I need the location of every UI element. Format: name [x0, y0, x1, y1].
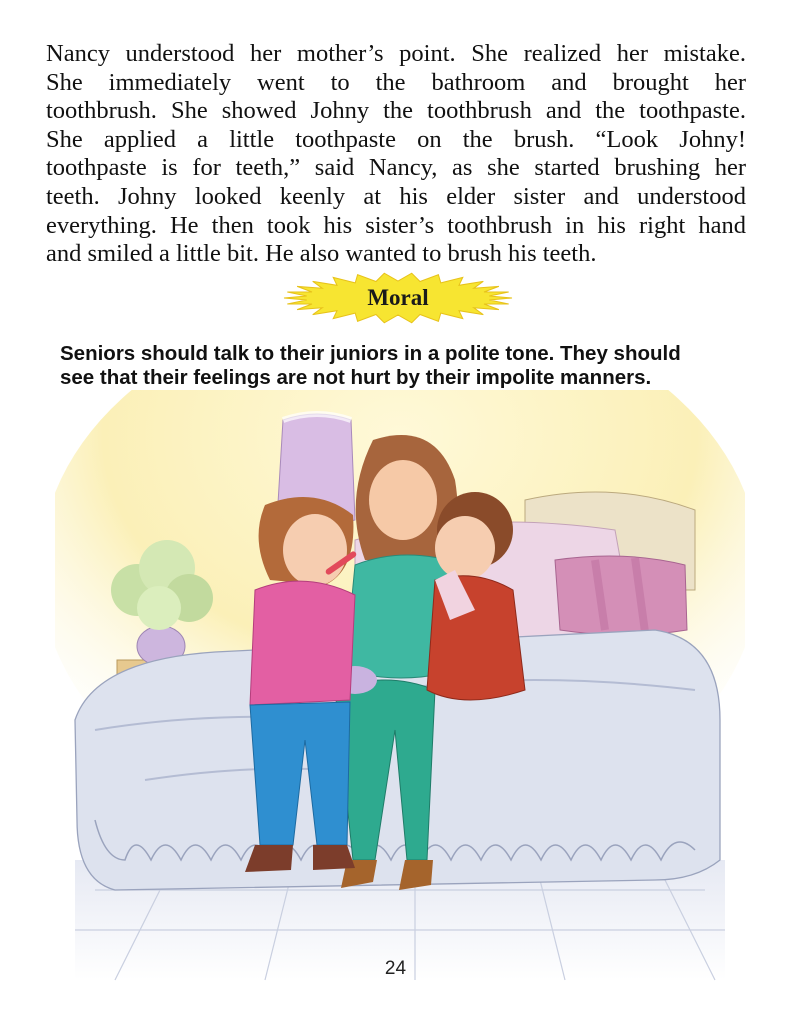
story-line: and smiled a little bit. He also wanted to brush his teeth.: [46, 240, 597, 268]
story-line: toothpaste is for teeth,” said Nancy, as she started brushing her: [46, 154, 746, 182]
moral-badge: [282, 272, 514, 324]
story-line: teeth. Johny looked keenly at his elder sister and understood: [46, 182, 746, 210]
story-line: everything. He then took his sister’s toothbrush in his right hand: [46, 211, 746, 239]
page-number: 24: [384, 958, 407, 979]
illustration-bedroom-scene: [55, 390, 745, 990]
moral-statement: [60, 342, 732, 390]
story-line: Nancy understood her mother’s point. She realized her mistake.: [46, 40, 746, 67]
moral-line: Seniors should talk to their juniors in a polite tone. They should: [60, 342, 681, 365]
story-line: She applied a little toothpaste on the brush. “Look Johny!: [46, 125, 746, 153]
story-paragraph: [46, 40, 746, 269]
moral-heading: Moral: [367, 285, 429, 310]
story-line: She immediately went to the bathroom and brought her: [46, 68, 746, 96]
moral-line: see that their feelings are not hurt by their impolite manners.: [60, 366, 652, 389]
story-line: toothbrush. She showed Johny the toothbrush and the toothpaste.: [46, 97, 746, 125]
